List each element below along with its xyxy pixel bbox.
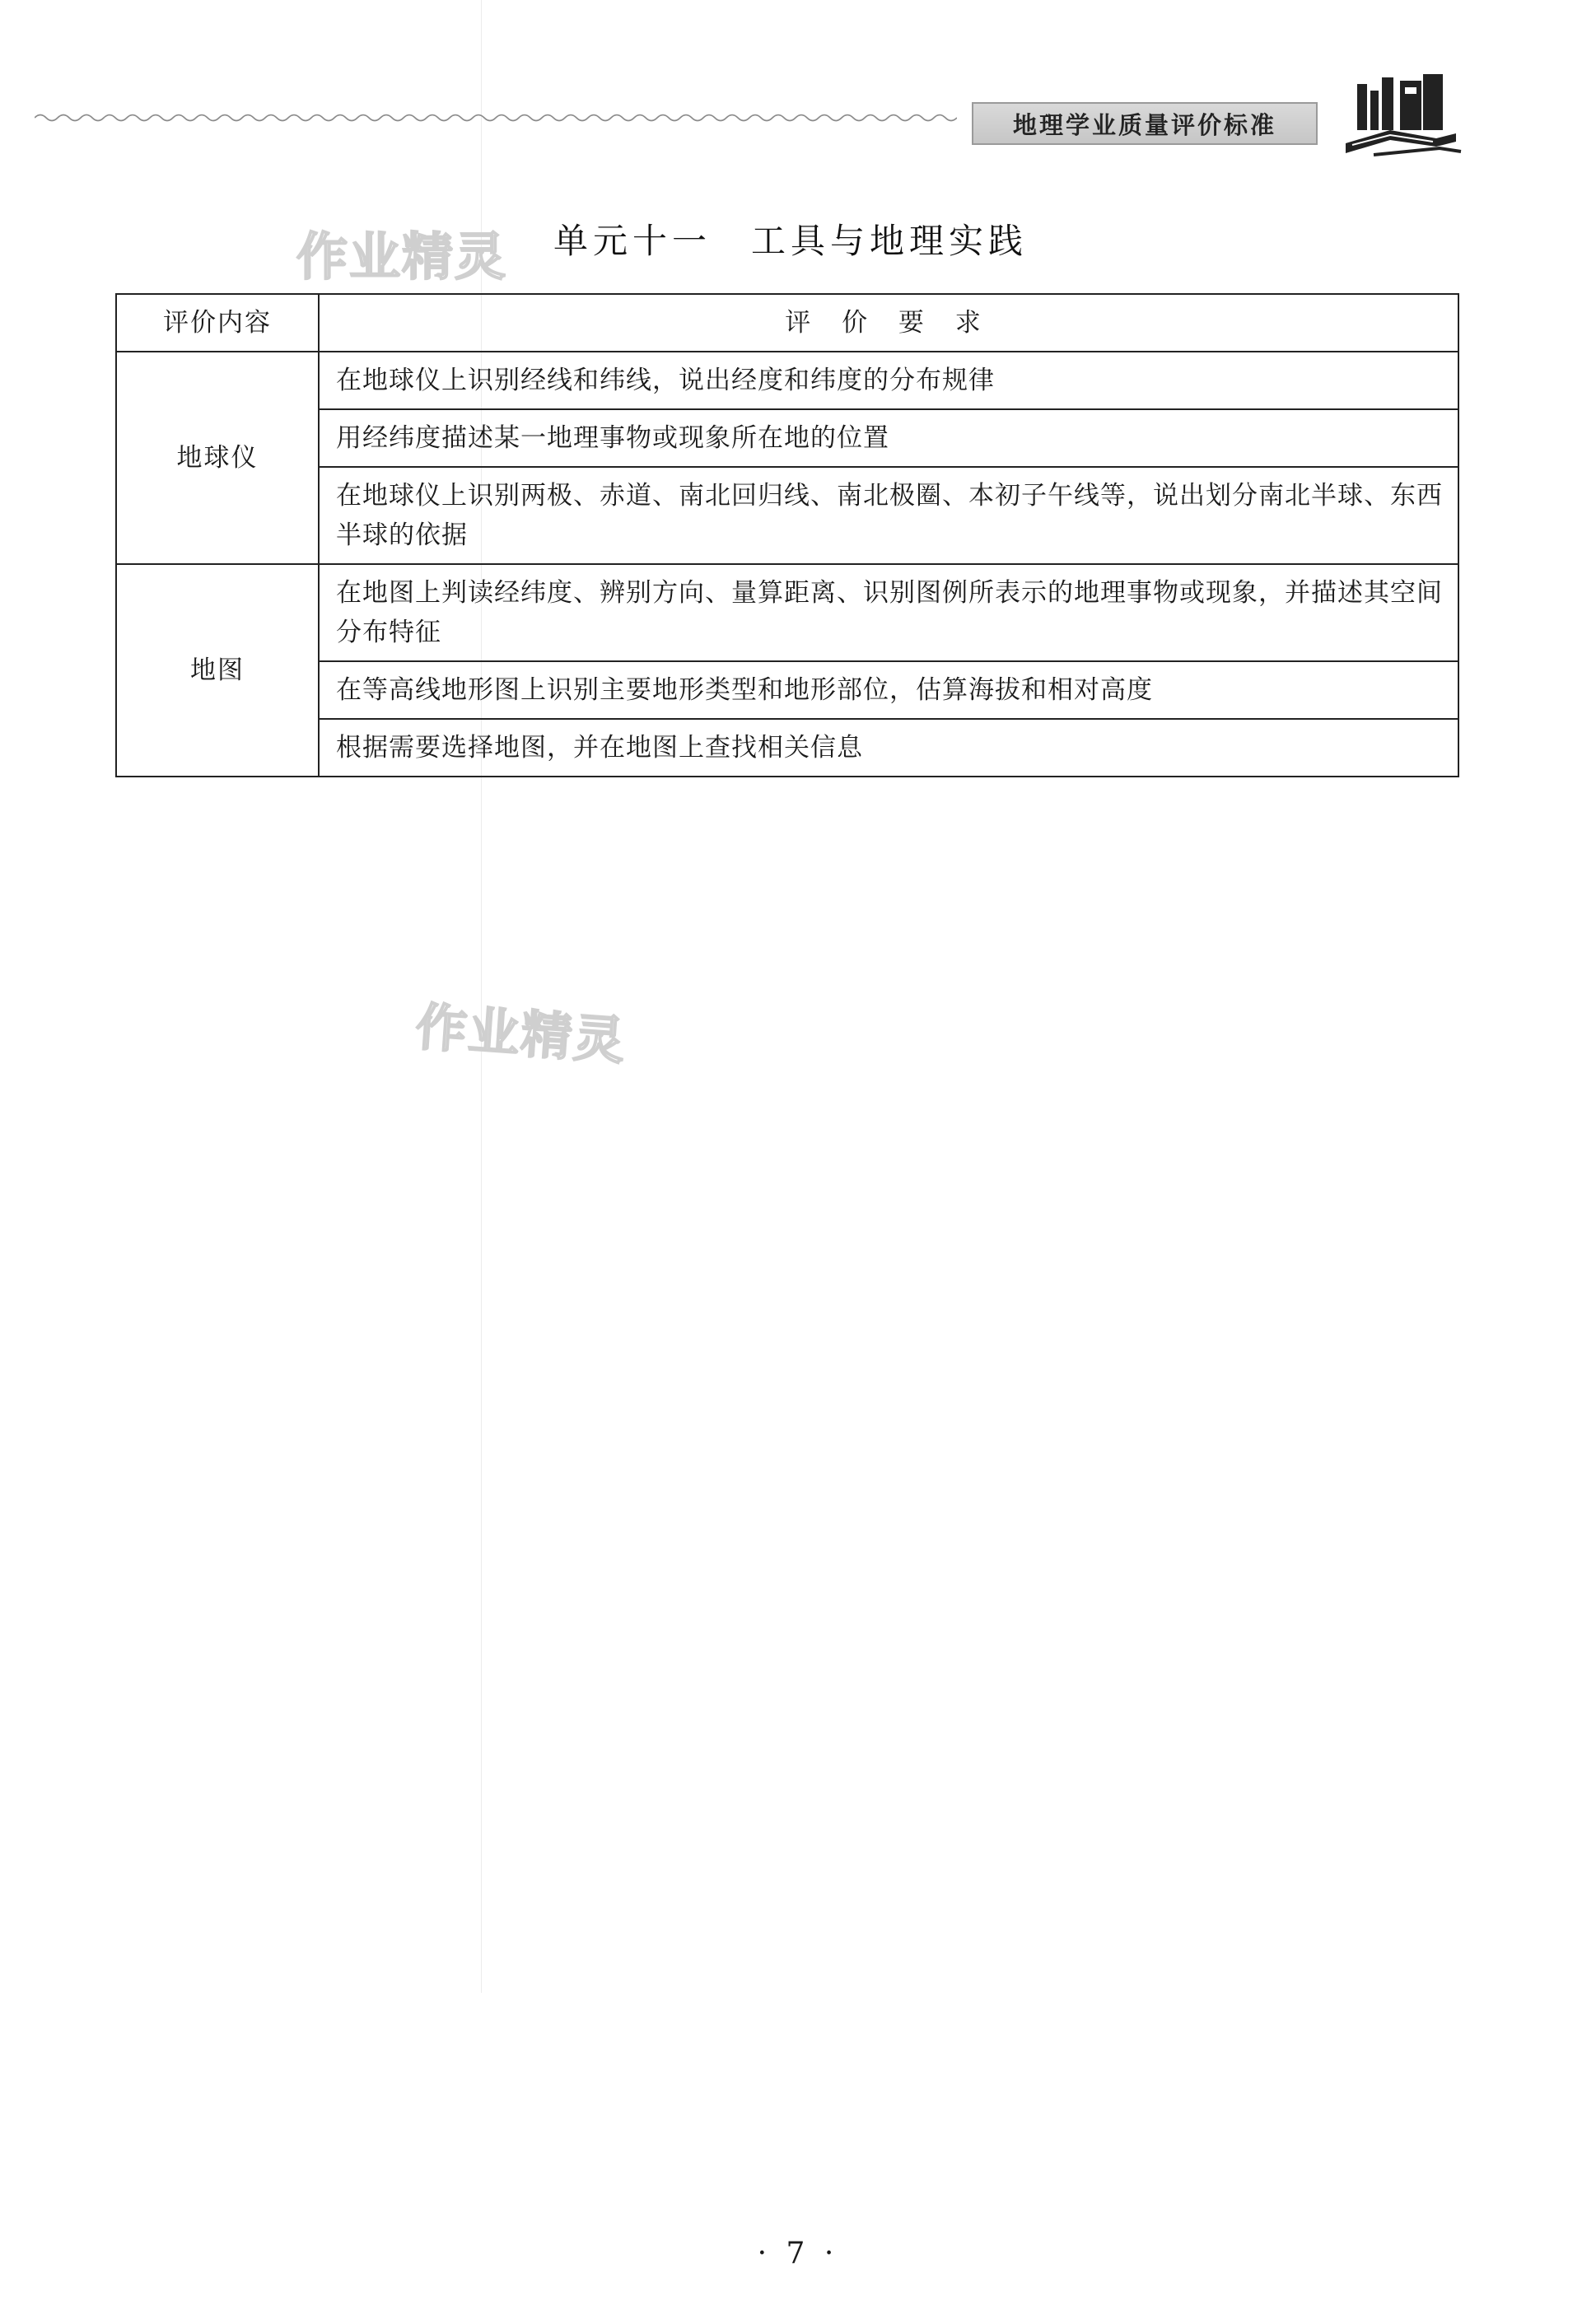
header-wavy-rule [35, 112, 957, 124]
unit-title: 单元十一 工具与地理实践 [553, 221, 1029, 261]
page-number: · 7 · [757, 2237, 839, 2270]
header-section-tag: 地理学业质量评价标准 [972, 102, 1318, 145]
book-logo-icon [1341, 72, 1464, 163]
header-evaluation-requirement: 评 价 要 求 [319, 294, 1458, 352]
requirement-cell: 在地球仪上识别两极、赤道、南北回归线、南北极圈、本初子午线等，说出划分南北半球、东西半球的依据 [319, 467, 1458, 564]
requirement-cell: 在地图上判读经纬度、辨别方向、量算距离、识别图例所表示的地理事物或现象，并描述其空间分布特征 [319, 564, 1458, 661]
evaluation-table [115, 293, 1459, 777]
requirement-cell: 用经纬度描述某一地理事物或现象所在地的位置 [319, 409, 1458, 467]
watermark-text: 作业精灵 [413, 996, 628, 1071]
table-row [116, 352, 1458, 409]
table-header-row [116, 294, 1458, 352]
table-row [116, 564, 1458, 661]
requirement-cell: 在等高线地形图上识别主要地形类型和地形部位，估算海拔和相对高度 [319, 661, 1458, 719]
category-globe: 地球仪 [116, 352, 319, 564]
watermark-text: 作业精灵 [296, 226, 508, 287]
category-map: 地图 [116, 564, 319, 777]
requirement-cell: 根据需要选择地图，并在地图上查找相关信息 [319, 719, 1458, 777]
requirement-cell: 在地球仪上识别经线和纬线，说出经度和纬度的分布规律 [319, 352, 1458, 409]
header-evaluation-content: 评价内容 [116, 294, 319, 352]
